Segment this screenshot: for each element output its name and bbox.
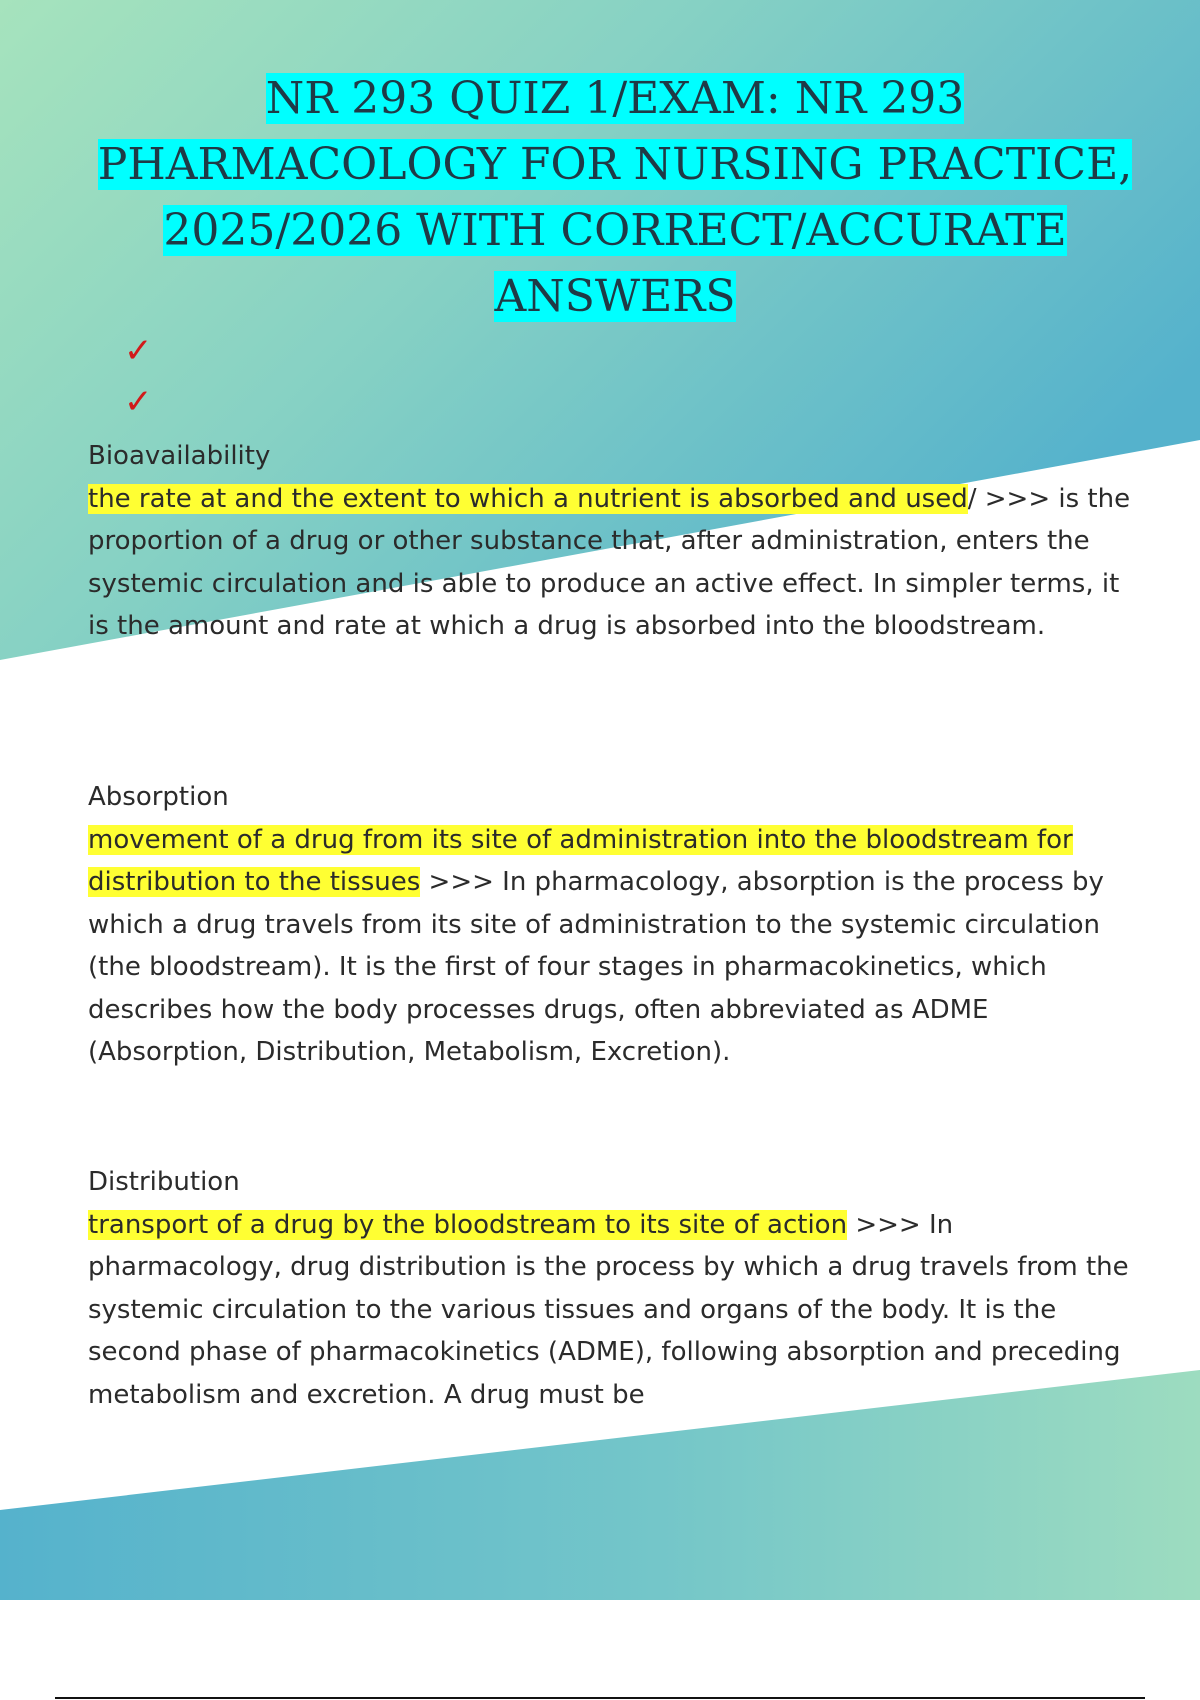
- title-line: ANSWERS: [494, 271, 736, 322]
- answer-explanation: / >>> is the proportion of a drug or other substance that, after administration, enters the systemic circulation and is able to produce an active effect. In simpler terms, it is the amount and rate at which a drug is absorbed into the bloodstream.: [88, 483, 1131, 641]
- entry-answer: [88, 819, 1138, 1074]
- entry-answer: [88, 478, 1138, 648]
- title-line: 2025/2026 WITH CORRECT/ACCURATE: [163, 205, 1067, 256]
- checkmark-icon: ✓: [124, 331, 153, 371]
- qa-entry-absorption: [88, 776, 1138, 1074]
- entry-term: Bioavailability: [88, 441, 271, 471]
- answer-explanation: >>> In pharmacology, drug distribution is the process by which a drug travels from the systemic circulation to the various tissues and organs of the body. It is the second phase of pharmacokinetics (ADME), following absorption and preceding metabolism and excretion. A drug must be: [88, 1209, 1129, 1410]
- title-line: NR 293 QUIZ 1/EXAM: NR 293: [265, 73, 965, 124]
- qa-entry-distribution: [88, 1161, 1138, 1416]
- qa-entry-bioavailability: [88, 435, 1138, 648]
- checkmark-icon: ✓: [124, 382, 153, 422]
- answer-explanation: >>> In pharmacology, absorption is the process by which a drug travels from its site of administration to the systemic circulation (the bloodstream). It is the first of four stages in pharmacokinetics, which describes how the body processes drugs, often abbreviated as ADME (Absorption, Distribution, Metabolism, Excretion).: [88, 867, 1104, 1067]
- entry-term: Absorption: [88, 782, 229, 812]
- entry-answer: [88, 1204, 1138, 1417]
- answer-highlight: transport of a drug by the bloodstream to its site of action: [88, 1209, 848, 1240]
- document-title: [70, 66, 1160, 330]
- entry-term: Distribution: [88, 1167, 240, 1197]
- answer-highlight: the rate at and the extent to which a nutrient is absorbed and used: [88, 483, 968, 514]
- answer-highlight: movement of a drug from its site of administration into the bloodstream for distribution to the tissues: [88, 824, 1073, 897]
- title-line: PHARMACOLOGY FOR NURSING PRACTICE,: [97, 139, 1133, 190]
- footer-rule: [55, 1697, 1145, 1699]
